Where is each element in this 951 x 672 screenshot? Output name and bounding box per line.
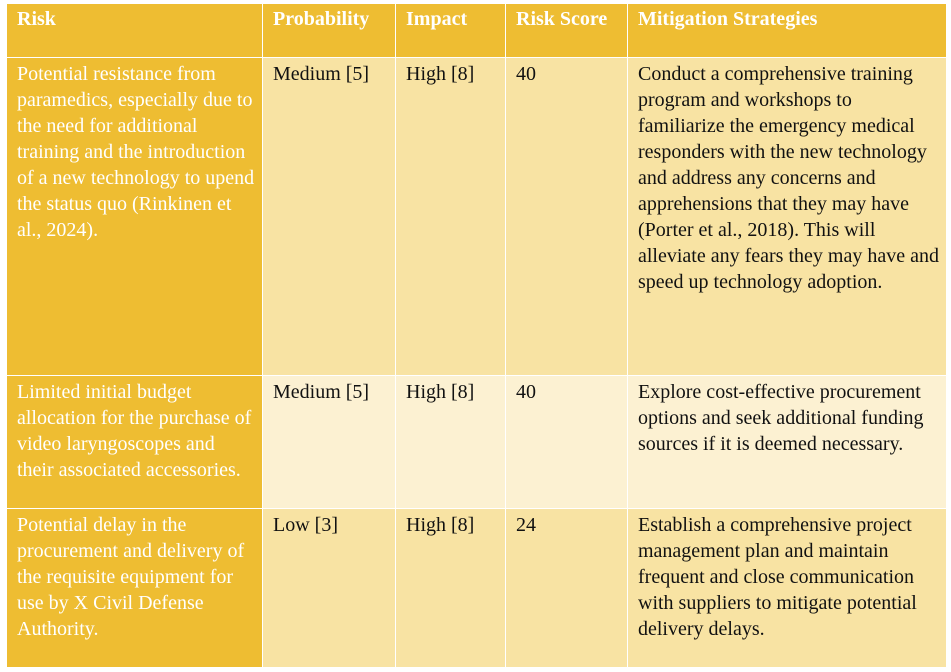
risk-cell: Potential delay in the procurement and delivery of the requisite equipment for use by X Civil Defense Authority. [7,509,263,668]
probability-cell: Low [3] [263,509,396,668]
risk-cell: Potential resistance from paramedics, especially due to the need for additional training and the introduction of a new technology to upend the status quo (Rinkinen et al., 2024). [7,58,263,376]
mitigation-cell: Explore cost-effective procurement options and seek additional funding sources if it is deemed necessary. [628,376,947,509]
table-header-row [7,4,947,58]
risk-score-cell: 40 [506,376,628,509]
table-row [7,509,947,668]
header-risk-score: Risk Score [506,4,628,58]
table-row [7,58,947,376]
risk-assessment-table [6,3,947,668]
mitigation-cell: Establish a comprehensive project management plan and maintain frequent and close communication with suppliers to mitigate potential delivery delays. [628,509,947,668]
risk-score-cell: 24 [506,509,628,668]
table-row [7,376,947,509]
header-impact: Impact [396,4,506,58]
header-probability: Probability [263,4,396,58]
risk-cell: Limited initial budget allocation for the purchase of video laryngoscopes and their associated accessories. [7,376,263,509]
header-risk: Risk [7,4,263,58]
impact-cell: High [8] [396,58,506,376]
impact-cell: High [8] [396,509,506,668]
probability-cell: Medium [5] [263,58,396,376]
risk-score-cell: 40 [506,58,628,376]
header-mitigation-strategies: Mitigation Strategies [628,4,947,58]
impact-cell: High [8] [396,376,506,509]
probability-cell: Medium [5] [263,376,396,509]
mitigation-cell: Conduct a comprehensive training program and workshops to familiarize the emergency medical responders with the new technology and address any concerns and apprehensions that they may have (Porter et al., 2018). This will alleviate any fears they may have and speed up technology adoption. [628,58,947,376]
